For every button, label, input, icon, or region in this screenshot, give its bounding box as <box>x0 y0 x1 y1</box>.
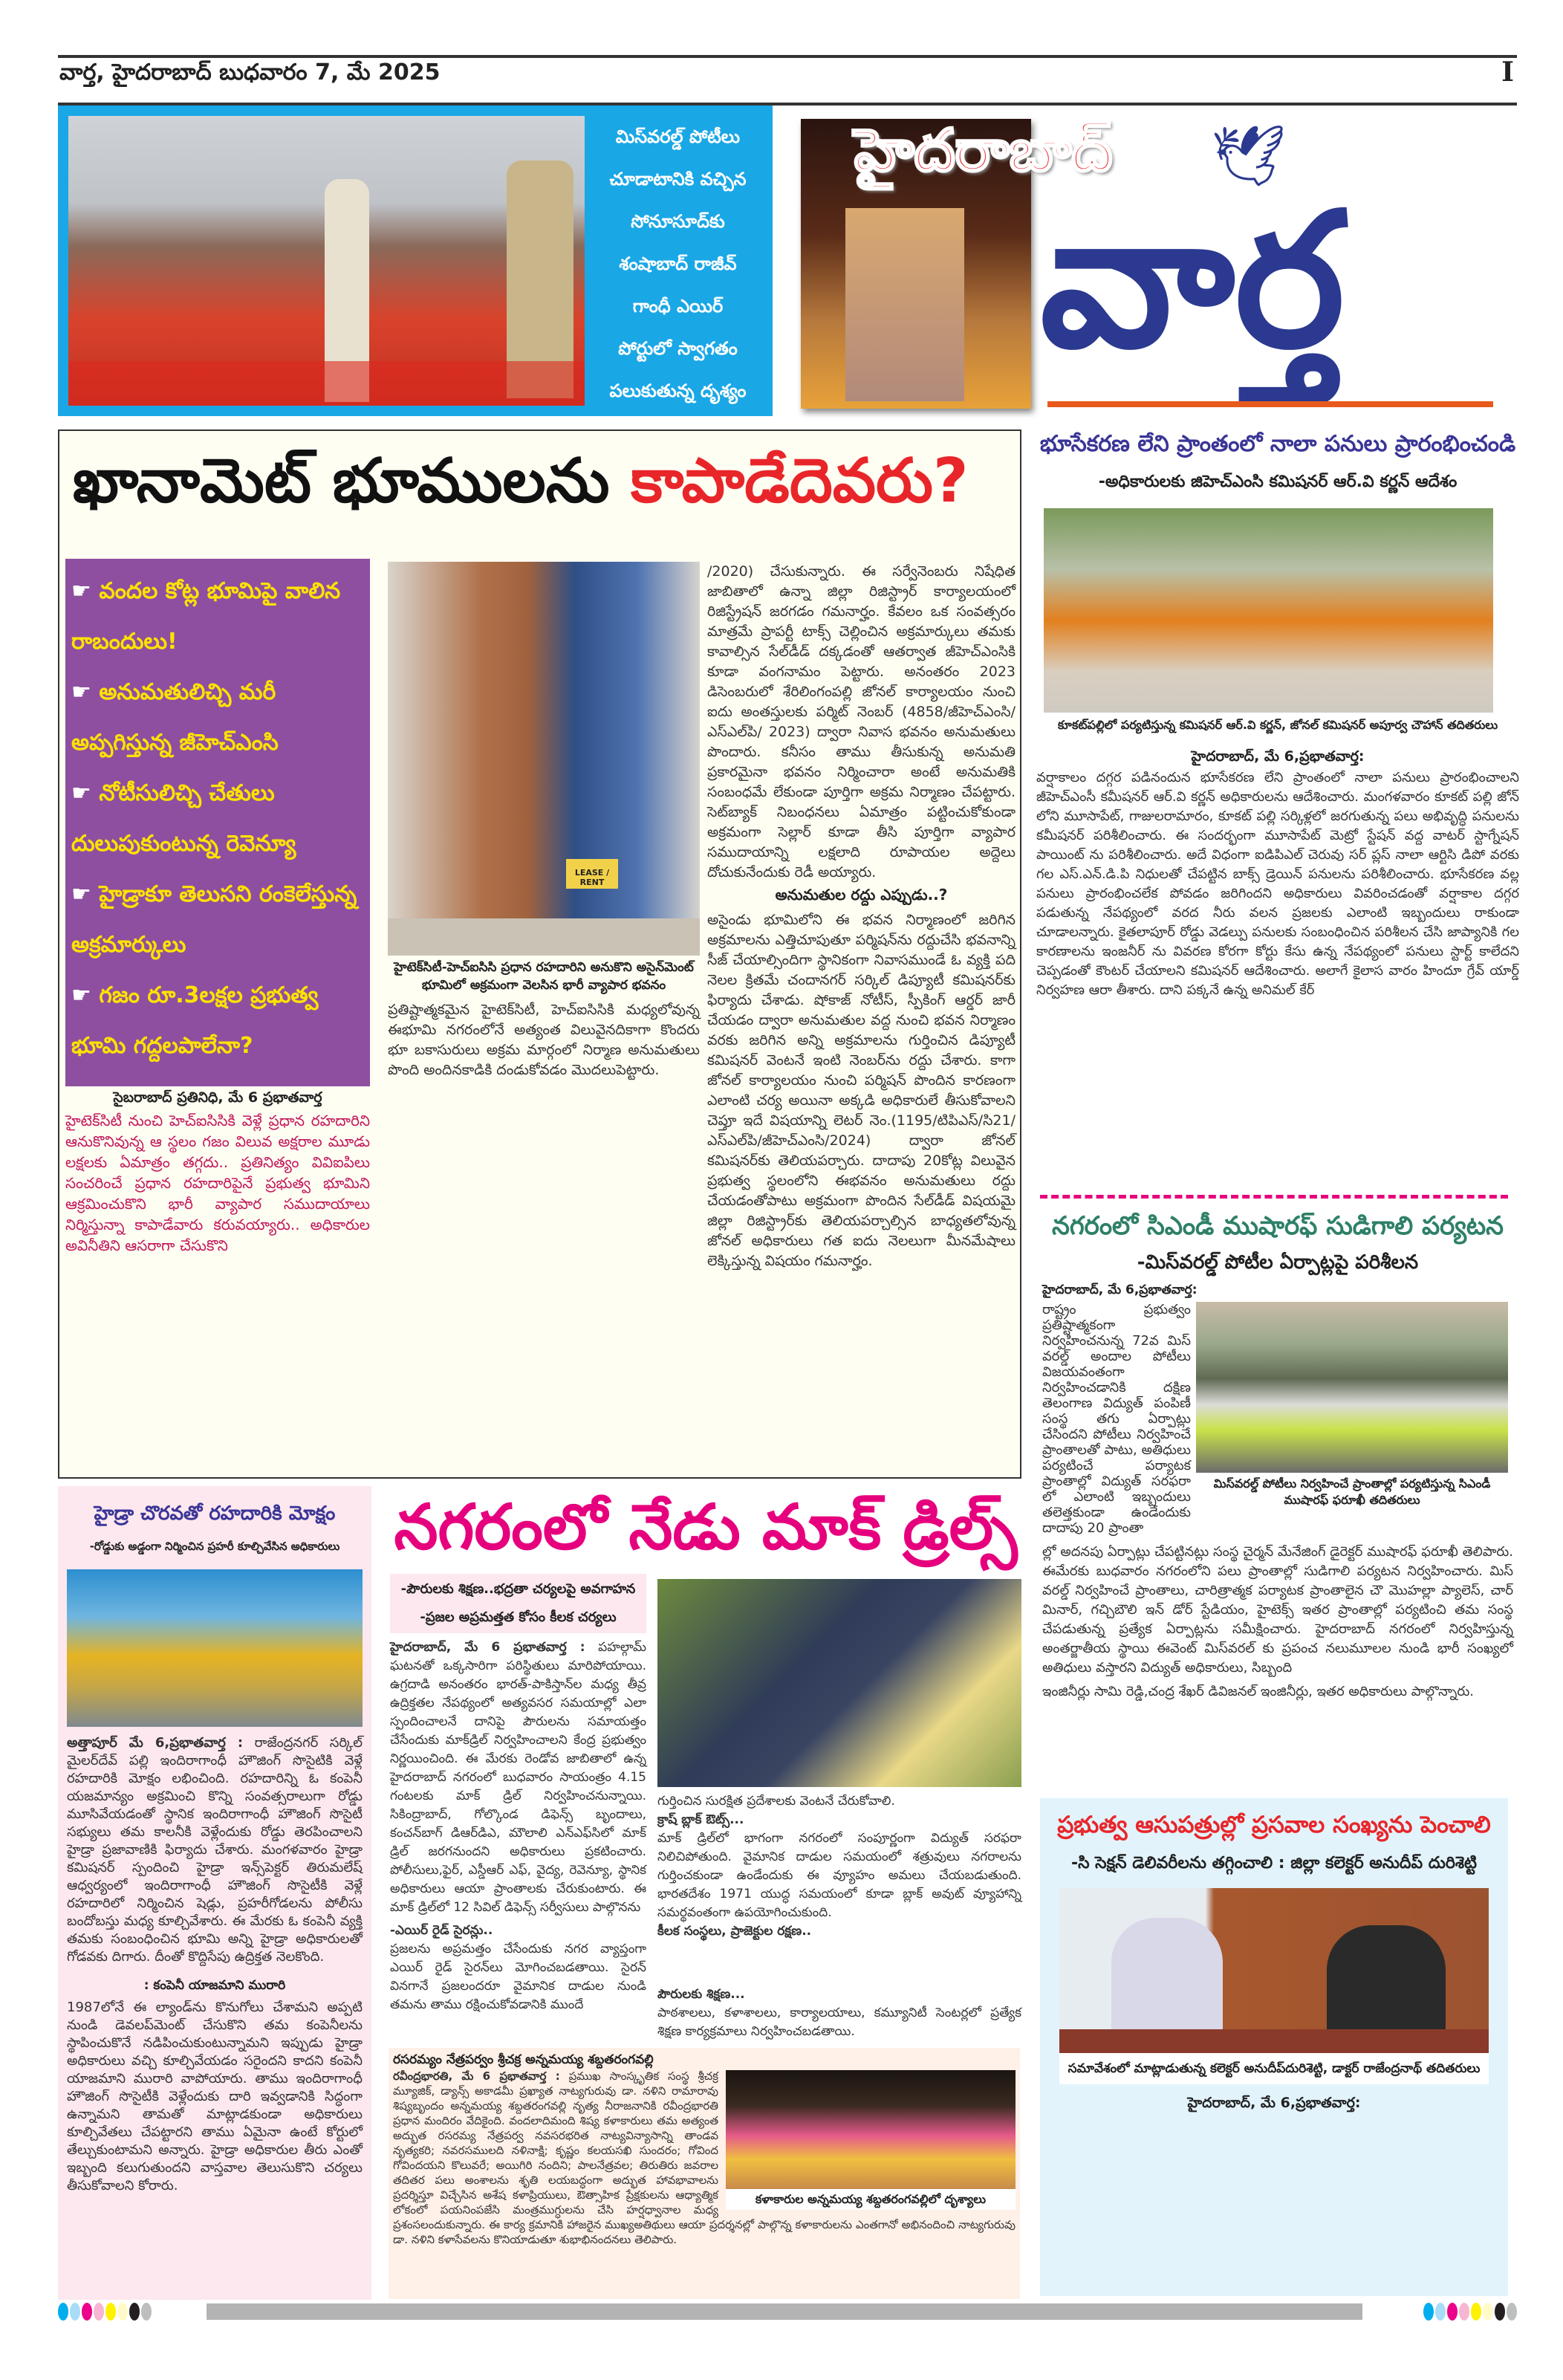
mockdrill-body: గుర్తించిన సురక్షిత ప్రదేశాలకు వెంటనే చేరుకోవాలి. <box>657 1794 895 1809</box>
registration-marks-right <box>1423 2303 1517 2321</box>
nala-dateline: హైదరాబాద్, మే 6,ప్రభాతవార్త: <box>1191 748 1365 765</box>
main-column-c <box>707 562 1016 1271</box>
cmd-photo-caption: మిస్‌వరల్డ్ పోటీలు నిర్వహించే ప్రాంతాల్లో పర్యటిస్తున్న సిఎండీ ముషారఫ్ ఫరూఖీ తదితరులు <box>1213 1476 1491 1507</box>
highlight-item: ☛ అనుమతులిచ్చి మరీ అప్పగిస్తున్న జీహెచ్ఎంసి <box>71 679 279 756</box>
hospital-dateline: హైదరాబాద్, మే 6,ప్రభాతవార్త: <box>1187 2095 1361 2111</box>
registration-dot <box>105 2303 116 2321</box>
culture-photo-block <box>726 2070 1016 2210</box>
hydra-article <box>58 1486 371 2300</box>
lease-sign: LEASE / RENT <box>566 859 618 889</box>
mockdrill-subheads <box>390 1574 646 1633</box>
main-paragraph: అసైండు భూమిలోని ఈ భవన నిర్మాణంలో జరిగిన అక్రమాలను ఎత్తిచూపుతూ పర్మిషన్‌ను రద్దుచేసి భవనాన్ని సీజ్ చేయాల్సిందిగా స్థానికంగా నివాసముండే ఓ వ్యక్తి పది నెలల క్రితమే చందానగర్ సర్కిల్ డిప్యూటీ కమిషనర్‌కు ఫిర్యాదు చేశాడు. షోకాజ్ నోటీస్, స్పీకింగ్ ఆర్డర్ జారీ చేయడం ద్వారా అనుమతుల వద్ద నుంచి భవన నిర్మాణం వరకు జరిగిన అన్ని అక్రమాలను గుర్తించిన డిప్యూటీ కమిషనర్ వెంటనే ఇంటి నెంబర్‌ను రద్దు చేశారు. కాగా జోనల్ కార్యాలయం నుంచి పర్మిషన్ పొందిన కారణంగా ఎలాంటి చర్య అయినా అక్కడి అధికారులే తీసుకోవాలని చెప్తూ ఇదే విషయాన్ని లెటర్ నెం.(1195/టిపిఎస్/సి21/ఎస్ఎల్‌పి/జీహెచ్ఎంసి/2024) ద్వారా జోనల్ కమిషనర్‌కు తెలియపర్చారు. దాదాపు 20కోట్ల విలువైన ప్రభుత్వ స్థలంలోని ఈభవనం అనుమతులు రద్దు చేయడంతోపాటు అక్రమంగా పొందిన సేల్‌డీడ్ విషయమై జిల్లా రిజిస్ట్రార్‌కు తెలియపర్చాల్సిన బాధ్యతలోవున్న జోనల్ అధికారులు గత ఐదు నెలలుగా మీనమేషాలు లెక్కిస్తున్న విషయం గమనార్హం. <box>707 912 1016 1269</box>
top-photo-box <box>58 106 773 416</box>
page-dateline: వార్త, హైదరాబాద్ బుధవారం 7, మే 2025 <box>59 59 441 85</box>
nala-body: వర్షాకాలం దగ్గర పడినందున భూసేకరణ లేని ప్రాంతంలో నాలా పనులు ప్రారంభించాలని జీహెచ్ఎంసీ కమీషనర్ ఆర్.వి కర్ణన్ అధికారులను ఆదేశించారు. మంగళవారం కూకట్ పల్లి జోన్ లోని మూసాపేట్, గాజులరామారం, కూకట్ పల్లి సర్కిళ్లలో జరగుతున్న పలు అభివృద్ధి పనులను కమీషనర్ పరిశీలించారు. ఈ సందర్భంగా మూసాపేట్ మెట్రో స్టేషన్ వద్ద వాటర్ స్టాగ్నేషన్ పాయింట్ ను పరిశీలించారు. అదే విధంగా ఐడిపిఎల్ చెరువు సర్ ప్లస్ నాలా ఆర్టిసి డిపో వరకు గల ఎస్.ఎన్.డి.పి నిధులతో చేపట్టిన బాక్స్ డ్రెయిన్ పనులను పరిశీలించారు. భూసేకరణ వల్ల పనులు ప్రారంభించలేక పోవడం జరిగిందని అధికారులు వివరించడంతో వర్షాకాల దగ్గర పడుతున్న నేపథ్యంలో వరద నీరు వలన ప్రజలకు ఎలాంటి ఇబ్బందులు రాకుండా చూడాలన్నారు. కైతలాపూర్ రోడ్డు వెడల్పు పనులకు సంబంధించిన పరిశీలన చేసి జాప్యానికి గల కారణాలను ఇంజనీర్ ను వివరణ కోరగా కోర్టు కేసు ఉన్న నేపథ్యంలో పనులు స్టార్ట్ కాలేదని చెప్పడంతో కౌంటర్ చేయాలని కమిషనర్ ఆదేశించారు. అలాగే కైలాస వారం హిందూ గ్రేవ్ యార్డ్ నిర్వహణ ఆరా తీశారు. దాని పక్కనే ఉన్న అనిమల్ కేర్ <box>1036 770 1519 998</box>
registration-dot <box>1495 2303 1505 2321</box>
cmd-headline: నగరంలో సిఎండీ ముషారఫ్ సుడిగాలి పర్యటన <box>1051 1211 1504 1241</box>
print-registration-bar <box>58 2303 1517 2321</box>
hydra-headline: హైడ్రా చొరవతో రహదారికి మోక్షం <box>94 1502 336 1525</box>
charminar-icon <box>845 208 964 401</box>
hydra-dateline: అత్తాపూర్ మే 6,ప్రభాతవార్త : <box>67 1735 244 1751</box>
registration-dot <box>1447 2303 1458 2321</box>
caption-line: శంషాబాద్ రాజీవ్ <box>619 253 737 274</box>
page-number: I <box>1501 56 1514 88</box>
mockdrill-subhead: -ప్రజల అప్రమత్తత కోసం కీలక చర్యలు <box>420 1609 617 1625</box>
photo-ground <box>388 918 700 956</box>
hydra-body-text: రాజేంద్రనగర్ సర్కిల్ మైలర్‌దేవ్ పల్లి ఇందిరాగాంధీ హౌజింగ్ సొసైటికి వెళ్లే రహదారికి మోక్షం లభించింది. రహదారిన్ని ఓ కంపెనీ యజమాన్యం అక్రమించి కొన్ని సంవత్సరాలుగా రోడ్డు మూసివేయడంతో స్థానిక ఇందిరాగాంధీ హౌజింగ్ సొసైటీ సభ్యులు తమ కాలనీకి వెళ్లేందుకు రోడ్డు తెరపించాలని హైడ్రా ప్రజావాణికి ఫిర్యాదు చేశారు. మంగళవారం హైడ్రా కమిషనర్ స్పందించి హైడ్రా ఇన్స్‌పెక్టర్ తిరుమలేష్ ఆధ్వర్యంలో ఇందిరాగాంధీ హౌజింగ్ సొసైటీకి వెళ్లే రహదారిలో నిర్మించిన షెడ్లు, ప్రహరీగోడలను పోలీసు బందోబస్తు మధ్య కూల్చివేశారు. ఈ మేరకు ఓ కంపెనీ వ్యక్తి తమకు సంబంధించిన భూమి అన్ని హైడ్రా అధికారులతో గోడవకు దిగారు. దీంతో కొద్దిసేపు ఉద్రిక్తత నెలకొంది. <box>67 1735 363 1965</box>
registration-dot <box>70 2303 80 2321</box>
nala-article <box>1036 431 1519 1000</box>
registration-dot <box>82 2303 92 2321</box>
footer-bar <box>207 2303 1362 2320</box>
mockdrill-body: పాఠశాలలు, కళాశాలలు, కార్యాలయాలు, కమ్యూనిటీ సెంటర్లలో ప్రత్యేక శిక్షణ కార్యక్రమాలు నిర్వహించబడతాయి. <box>657 2006 1021 2039</box>
registration-marks-left <box>58 2303 152 2321</box>
registration-dot <box>1423 2303 1434 2321</box>
registration-dot <box>129 2303 140 2321</box>
culture-photo-caption: కళాకారుల అన్నమయ్య శబ్దతరంగవల్లిలో దృశ్యాలు <box>755 2192 987 2206</box>
registration-dot <box>58 2303 68 2321</box>
mockdrill-subheading: కీలక సంస్థలు, ప్రాజెక్టుల రక్షణ.. <box>657 1924 812 1939</box>
masthead-logo <box>795 110 1523 411</box>
cmd-subhead: -మిస్‌వరల్డ్ పోటీల ఏర్పాట్లపై పరిశీలన <box>1137 1251 1419 1274</box>
hydra-subheading: : కంపెనీ యాజమాని మురారి <box>143 1978 286 1993</box>
registration-dot <box>1483 2303 1493 2321</box>
main-byline: సైబరాబాద్ ప్రతినిధి, మే 6 ప్రభాతవార్త <box>113 1089 322 1106</box>
nala-inspection-photo <box>1044 508 1493 713</box>
pointing-hand-icon: ☛ <box>71 679 91 705</box>
pointing-hand-icon: ☛ <box>71 578 91 604</box>
culture-headline: రసరమ్యం నేత్రపర్వం శ్రీచక్ర అన్నమయ్య శబ్దతరంగవల్లి <box>393 2052 654 2067</box>
mockdrill-dateline: హైదరాబాద్, మే 6 ప్రభాతవార్త : <box>390 1640 585 1655</box>
masthead-city: హైదరాబాద్ <box>854 117 1113 184</box>
sonu-sood-welcome-photo <box>68 116 585 406</box>
mockdrill-subheading: పౌరులకు శిక్షణ... <box>657 1987 745 2002</box>
culture-dateline: రవీంద్రభారతి, మే 6 ప్రభాతవార్త : <box>393 2069 560 2083</box>
mockdrill-col2 <box>657 1792 1021 2041</box>
registration-dot <box>94 2303 104 2321</box>
photo-table <box>1059 2029 1489 2053</box>
masthead-name: వార్త <box>1040 172 1345 389</box>
top-photo-caption <box>587 116 769 412</box>
highlights-box <box>65 559 370 1086</box>
building-photo-caption: హైటెక్‌సిటీ-హెచ్ఐసిసి ప్రధాన రహదారిని అనుకొని అసైన్‌మెంట్ భూమిలో అక్రమంగా వెలసిన భారీ వ్యాపార భవనం <box>394 960 694 993</box>
highlight-item: ☛ నోటీసులిచ్చి చేతులు దులుపుకుంటున్న రెవెన్యూ <box>71 780 296 857</box>
mockdrill-subheading: క్రాష్ బ్లాక్ ఔట్స్... <box>657 1812 744 1827</box>
photo-drummers <box>68 361 585 406</box>
cmd-body-side: రాష్ట్రం ప్రభుత్వం ప్రతిష్టాత్మకంగా నిర్వహించనున్న 72వ మిస్ వరల్డ్ అందాల పోటీలు విజయవంతంగా నిర్వహించడానికి దక్షిణ తెలంగాణ విద్యుత్ పంపిణీ సంస్థ తగు ఏర్పాట్లు చేసిందని పోటీలు నిర్వహించే ప్రాంతాలతో పాటు, అతిధులు పర్యటించే పర్యాటక ప్రాంతాల్లో విద్యుత్ సరఫరా లో ఎలాంటి ఇబ్బందులు తలెత్తకుండా ఉండేందుకు దాదాపు 20 ప్రాంతా <box>1042 1302 1191 1536</box>
jcb-demolition-photo <box>67 1569 363 1727</box>
dove-icon: 🕊 <box>1211 121 1287 190</box>
main-headline <box>73 446 969 531</box>
registration-dot <box>1435 2303 1446 2321</box>
pointing-hand-icon: ☛ <box>71 780 91 806</box>
highlight-item: ☛ వందల కోట్ల భూమిపై వాలిన రాబందులు! <box>71 578 341 655</box>
cmd-article <box>1036 1211 1519 1702</box>
pointing-hand-icon: ☛ <box>71 881 91 907</box>
headline-part: ఖానామెట్ భూములను <box>73 446 631 516</box>
culture-article <box>389 2048 1020 2299</box>
main-subheading: అనుమతుల రద్దు ఎప్పుడు..? <box>775 886 948 904</box>
culture-body-text: ప్రముఖ సాంస్కృతిక సంస్థ శ్రీచక్ర మ్యూజిక్, డ్యాన్స్ అకాడమీ ప్రఖ్యాత నాట్యగురువు డా. నళిని రామారావు శిష్యబృందం అన్నమయ్య శబ్దతరంగవల్లి నృత్య నీరాజనానికి రవీంద్రభారతి ప్రధాన మందిరం వేదికైంది. వందలాదిమంది శిష్య కళాకారులు తమ అత్యంత అద్భుత రసరమ్య నేత్రపర్వ నవసరభరిత నాట్యవిన్యాసాన్ని తాండవ నృత్యకరి; నవరసములది నళినాక్షి; కృష్ణం కలయసఖి సుందరం; గోవింద గోవిందయని కొలువరే; అయిగిరి నందిని; పాలనేత్రవల; తిరుతిరు జవరాల తదితర పలు అంశాలను శృతి లయబద్ధంగా అద్భుత హావభావాలను ప్రదర్శిస్తూ విచ్చేసిన అశేష కళాప్రియులు, ఔత్సాహిక ప్రేక్షకులను ఆధ్యాత్మిక లోకంలో పయనింపజేసి మంత్రముగ్ధులను చేసి హర్షధ్వానాల మధ్య ప్రశంసలందుకున్నారు. ఈ కార్య <box>393 2069 718 2231</box>
hospital-subhead: -సి సెక్షన్ డెలివరీలను తగ్గించాలి : జిల్లా కలెక్టర్ అనుదీప్ దురిశెట్టి <box>1070 1854 1478 1872</box>
hydra-body <box>67 1734 363 1966</box>
mockdrill-body: పహల్గామ్ ఘటనతో ఒక్కసారిగా పరిస్థితులు మారిపోయాయి. ఉగ్రదాడి అనంతరం భారత్-పాకిస్తాన్‌ల మధ్య తీవ్ర ఉద్రిక్తతల నేపథ్యంలో అత్యవసర సమయాల్లో ఎలా స్పందించాలనే దానిపై పౌరులను సమాయత్తం చేసేందుకు మాక్‌డ్రిల్ నిర్వహించాలని కేంద్ర ప్రభుత్వం నిర్ణయించింది. ఈ మేరకు రెండోవ జాబితాలో ఉన్న హైదరాబాద్ నగరంలో బుధవారం సాయంత్రం 4.15 గంటలకు మాక్ డ్రిల్ నిర్వహించనున్నాయి. సికింద్రాబాద్, గోల్కొండ డిఫెన్స్ బృందాలు, కంచన్‌బాగ్ డిఆర్‌డిఎ, మౌలాలి ఎన్ఎఫ్‌సిలో మాక్ డ్రిల్ జరగనుందని అధికారులు ప్రకటించారు. పోలీసులు,ఫైర్, ఎస్డీఆర్ ఎఫ్, వైద్య, రెవెన్యూ, స్థానిక అధికారులు ఆయా ప్రాంతాలకు చేరుకుంటారు. ఈ మాక్ డ్రిల్‌లో 12 సివిల్ డిఫెన్స్ సర్వీసులు పాల్గొనను <box>390 1640 646 1915</box>
main-column-b: ప్రతిష్టాత్మకమైన హైటెక్‌సిటీ, హెచ్ఐసిసికి మధ్యలోవున్న ఈభూమి నగరంలోనే అత్యంత విలువైనదికాగా కొందరు భూ బకాసురులు అక్రమ మార్గంలో నిర్మాణ అనుమతులు పొంది అందినకాడికి దండుకోవడం మొదలుపెట్టారు. <box>388 1002 700 1078</box>
cmd-dateline: హైదరాబాద్, మే 6,ప్రభాతవార్త: <box>1042 1283 1198 1297</box>
headline-part-red: కాపాడేదెవరు? <box>631 446 969 516</box>
highlight-list <box>71 566 364 1071</box>
main-article <box>58 429 1021 1479</box>
nala-photo-caption: కూకట్‌పల్లిలో పర్యటిస్తున్న కమిషనర్ ఆర్.వి కర్ణన్, జోనల్ కమిషనర్ అపూర్వ చౌహాన్ తదితరులు <box>1057 718 1498 732</box>
culture-body-2: క్రమానికి హాజరైన ముఖ్యఅతిథులు ఆయా ప్రదర్శనల్లో పాల్గొన్న కళాకారులను ఎంతగానో అభినందించి నాట్యగురువు డా. నళిని కళాసేవలను కొనియాడుతూ శుభాభినందనలు తెలిపారు. <box>393 2218 1016 2246</box>
main-lead: హైటెక్‌సిటీ నుంచి హెచ్ఐసిసికి వెళ్లే ప్రధాన రహదారిని ఆనుకొనివున్న ఆ స్థలం గజం విలువ అక్షరాల మూడు లక్షలకు ఏమాత్రం తగ్గదు.. ప్రతినిత్యం వివిఐపిలు సంచరించే ప్రధాన రహదారిపైనే ప్రభుత్వ భూమిని ఆక్రమించుకొని భారీ వ్యాపార సముదాయాలు నిర్మిస్తున్నా కాపాడేవారు కరువయ్యారు.. అధికారుల అవినీతిని ఆసరాగా చేసుకొని <box>65 1112 370 1254</box>
caption-line: పలుకుతున్న దృశ్యం <box>609 380 747 401</box>
header-rule-top <box>58 55 1517 58</box>
caption-line: మిస్‌వరల్డ్ పోటీలు <box>615 126 741 147</box>
caption-line: పోర్టులో స్వాగతం <box>618 338 738 359</box>
masthead-underline <box>1047 401 1493 407</box>
building-photo <box>388 562 700 956</box>
mockdrill-col1 <box>390 1638 646 2014</box>
registration-dot <box>1459 2303 1469 2321</box>
hospital-meeting-photo <box>1059 1888 1489 2053</box>
mockdrill-subheading: -ఎయిర్ రైడ్ సైరన్లు.. <box>390 1923 493 1938</box>
hydra-body-2: 1987లోనే ఈ ల్యాండ్‌ను కొనుగోలు చేశామని అప్పటి నుండి డెవలప్‌మెంట్ చేసుకొని తమ కంపెనీలను స్థాపించుకొనే నడిపించుకుంటున్నామని ఇప్పుడు హైడ్రా అధికారులు వచ్చి కూల్చివేయడం సరైందని కాదని కంపెనీ యాజమాని మురారి వాపోయారు. తాము ఇందిరాగాంధీ హౌజింగ్ సొసైటీకి వెళ్లేందుకు దారి ఇవ్వడానికి సిద్ధంగా ఉన్నామని తామతో మాట్లాడకుండా అధికారులు కూల్చివేతలు చేపట్టారని తాము ఏమైనా ఉంటే కోర్టులో తేల్చుకుంటామని అన్నారు. హైడ్రా అధికారుల తీరు ఎంతో ఇబ్బంది కలుగుతుందని వాస్తవాల తెలుసుకొని చర్యలు తీసుకోవాలని కోరారు. <box>67 2000 363 2193</box>
mockdrill-headline: నగరంలో నేడు మాక్ డ్రిల్స్ <box>394 1491 1018 1563</box>
dancers-photo <box>726 2070 1016 2189</box>
registration-dot <box>141 2303 152 2321</box>
main-paragraph: /2020) చేసుకున్నారు. ఈ సర్వేనెంబరు నిషేధిత జాబితాలో ఉన్నా జిల్లా రిజిస్ట్రార్ కార్యాలయంలో రిజిస్ట్రేషన్ జరగడం గమనార్హం. కేవలం ఒక సంవత్సరం మాత్రమే ప్రాపర్టీ టాక్స్ చెల్లించిన అక్రమార్కులు తమకు కావాల్సిన సేల్‌డీడ్ దక్కడంతో ఆతర్వాత జీహెచ్ఎంసికి కూడా వంగనామం పెట్టారు. అనంతరం 2023 డిసెంబరులో శేరిలింగంపల్లి జోనల్ కార్యాలయం నుంచి ఐదు అంతస్తులకు పర్మిట్ నెంబర్ (4858/జీహెచ్ఎంసి/ ఎస్ఎల్‌పి/ 2023) ద్వారా నివాస భవనం అనుమతులు పొందారు. కనీసం తాము తీసుకున్న అనుమతి ప్రకారమైనా భవనం నిర్మించారా అంటే అనుమతికి సంబంధమే లేకుండా పూర్తిగా అక్రమ నిర్మాణం చేపట్టారు. సెట్‌బ్యాక్ నిబంధనలు ఏమాత్రం పట్టించుకోకుండా అక్రమంగా సెల్లార్ కూడా తీసి పూర్తిగా వ్యాపార సముదాయాన్ని లక్షలాది రూపాయల అద్దెలు దోచుకునేందుకు రెడీ అయ్యారు. <box>707 563 1016 881</box>
soldier-photo <box>657 1579 1021 1787</box>
highlight-item: ☛ గజం రూ.3లక్షల ప్రభుత్వ భూమి గద్దలపాలేనా? <box>71 982 319 1059</box>
caption-line: సోనూసూద్‌కు <box>631 211 725 232</box>
mockdrill-body: మాక్ డ్రిల్‌లో భాగంగా నగరంలో సంపూర్ణంగా విద్యుత్ సరఫరా నిలిచిపోతుంది. వైమానిక దాడుల సమయంలో శత్రువులు నగరాలను గుర్తించకుండా ఉండేందుకు ఈ వ్యూహం అమలు చేయబడుతుంది. భారతదేశం 1971 యుద్ధ సమయంలో కూడా బ్లాక్ అవుట్ వ్యూహాన్ని సమర్థవంతంగా ఉపయోగించుకుంది. <box>657 1831 1021 1920</box>
registration-dot <box>1507 2303 1517 2321</box>
mockdrill-article <box>386 1486 1025 2043</box>
mockdrill-body: ప్రజలను అప్రమత్తం చేసేందుకు నగర వ్యాప్తంగా ఎయిర్ రైడ్ సైరన్‌లు మోగించబడతాయి. సైరన్ వినగానే ప్రజలందరూ వైమానిక దాడుల నుండి తమను తాము రక్షించుకోవడానికి ముందే <box>390 1942 646 2012</box>
section-divider <box>1040 1195 1508 1199</box>
registration-dot <box>117 2303 128 2321</box>
cmd-closing: ఇంజినీర్లు సామి రెడ్డి,చంద్ర శేఖర్ డివిజనల్ ఇంజినీర్లు, ఇతర అధికారులు పాల్గొన్నారు. <box>1042 1684 1475 1699</box>
cmd-body: ల్లో అదనపు ఏర్పాట్లు చేపట్టినట్లు సంస్థ చైర్మన్ మేనేజింగ్ డైరెక్టర్ ముషారఫ్ ఫరూఖీ తెలిపారు. ఈమేరకు బుధవారం నగరంలోని పలు ప్రాంతాల్లో సుడిగాలి పర్యటన నిర్వహించారు. మిస్ వరల్డ్ నిర్వహించే ప్రాంతాలు, చారిత్రాత్మక పర్యాటక ప్రాంతాలైన చౌ మొహల్లా ప్యాలెస్, చార్ మినార్, గచ్చిబౌలి ఇన్ డోర్ స్టేడియం, హైటెక్స్ ఇతర ప్రాంతాల్లో పర్యటించి తమ సంస్థ చేపడుతున్న ప్రత్యేక ఏర్పాట్లను సమీక్షించారు. హైదరాబాద్ నగరంలో నిర్వహిస్తున్న అంతర్జాతీయ స్థాయి ఈవెంట్ మిస్‌వరల్ కు ప్రపంచ నలుమూలల నుండి భారీ సంఖ్యలో అతిధులు వస్తారని విద్యుత్ అధికారులు, సిబ్బంది <box>1042 1544 1513 1676</box>
highlight-item: ☛ హైడ్రాకూ తెలుసని రంకెలేస్తున్న అక్రమార్కులు <box>71 881 357 958</box>
registration-dot <box>1471 2303 1481 2321</box>
caption-line: గాంధీ ఎయిర్ <box>632 296 724 317</box>
pointing-hand-icon: ☛ <box>71 982 91 1008</box>
hospital-photo-caption: సమావేశంలో మాట్లాడుతున్న కలెక్టర్ అనుదీప్‌దురిశెట్టి, డాక్టర్ రాజేంద్రనాథ్ తదితరులు <box>1059 2053 1489 2084</box>
nala-headline: భూసేకరణ లేని ప్రాంతంలో నాలా పనులు ప్రారంభించండి <box>1039 431 1516 457</box>
mockdrill-subhead: -పౌరులకు శిక్షణ..భద్రతా చర్యలపై అవగాహన <box>400 1581 636 1597</box>
nala-subhead: -అధికారులకు జిహెచ్ఎంసి కమిషనర్ ఆర్.వి కర్ణన్ ఆదేశం <box>1098 473 1458 491</box>
hospital-article <box>1040 1798 1508 2296</box>
hydra-subhead: -రోడ్డుకు అడ్డంగా నిర్మించిన ప్రహరీ కూల్చివేసిన అధికారులు <box>89 1540 340 1553</box>
caption-line: చూడాటానికి వచ్చిన <box>609 169 747 189</box>
cmd-tour-photo <box>1196 1302 1508 1473</box>
hospital-headline: ప్రభుత్వ ఆసుపత్రుల్లో ప్రసవాల సంఖ్యను పెంచాలి <box>1057 1812 1491 1838</box>
